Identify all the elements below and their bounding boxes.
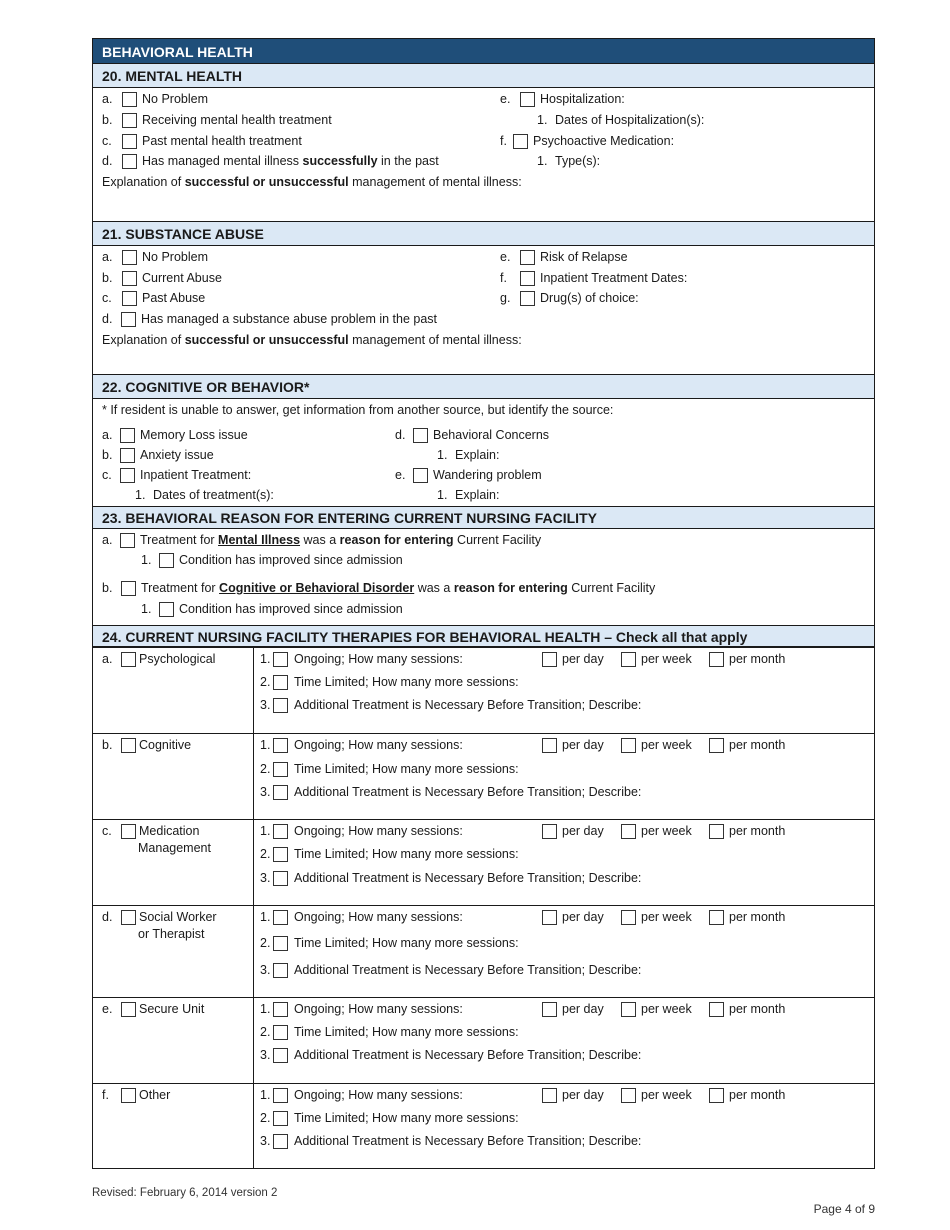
social-worker-checkbox[interactable] [121,910,136,925]
ongoing-option: 1. Ongoing; How many sessions: [260,1088,463,1102]
no-problem-checkbox[interactable] [122,92,137,107]
per-month-option: per month [709,908,785,926]
sa-option-a: a. No Problem [102,250,208,264]
sa-option-d: d. Has managed a substance abuse problem in the past [102,312,438,326]
therapy-type: f. Other [102,1088,171,1102]
sa-option-g: g. Drug(s) of choice: [500,291,639,305]
therapy-type: e. Secure Unit [102,1002,205,1016]
therapy-type: b. Cognitive [102,738,192,752]
per-week-option: per week [621,1000,692,1018]
inpatient-treatment-checkbox[interactable] [120,468,135,483]
per-month-checkbox[interactable] [709,824,724,839]
therapy-row-medication-management [93,820,874,906]
br-option-b: b. Treatment for Cognitive or Behavioral Disorder was a reason for entering Current Facility [102,581,656,595]
therapy-row-other [93,1084,874,1169]
per-month-option: per month [709,1086,785,1104]
per-month-checkbox[interactable] [709,1088,724,1103]
wandering-checkbox[interactable] [413,468,428,483]
per-month-option: per month [709,650,785,668]
mh-option-b: b. Receiving mental health treatment [102,113,332,127]
behavioral-reason-title: 23. BEHAVIORAL REASON FOR ENTERING CURRENT NURSING FACILITY [92,507,875,529]
additional-treatment-checkbox[interactable] [273,785,288,800]
behavioral-reason-body [92,529,875,626]
time-limited-option: 2. Time Limited; How many more sessions: [260,1111,519,1125]
mental-illness-reason-checkbox[interactable] [120,533,135,548]
ongoing-option: 1. Ongoing; How many sessions: [260,910,463,924]
mental-health-title: 20. MENTAL HEALTH [92,64,875,88]
substance-abuse-body [92,246,875,375]
per-day-checkbox[interactable] [542,652,557,667]
therapy-type: c. Medication [102,824,200,838]
time-limited-option: 2. Time Limited; How many more sessions: [260,675,519,689]
ongoing-option: 1. Ongoing; How many sessions: [260,738,463,752]
managed-mental-illness-checkbox[interactable] [122,154,137,169]
per-month-checkbox[interactable] [709,652,724,667]
therapy-type-line2: or Therapist [138,927,205,941]
per-day-checkbox[interactable] [542,824,557,839]
per-day-checkbox[interactable] [542,1002,557,1017]
current-abuse-checkbox[interactable] [122,271,137,286]
cb-note: * If resident is unable to answer, get information from another source, but identify the source: [102,403,614,417]
additional-treatment-option: 3. Additional Treatment is Necessary Before Transition; Describe: [260,785,642,799]
therapy-row-social-worker [93,906,874,998]
ongoing-checkbox[interactable] [273,738,288,753]
per-week-checkbox[interactable] [621,738,636,753]
mi-condition-improved-checkbox[interactable] [159,553,174,568]
sa-option-f: f. Inpatient Treatment Dates: [500,271,688,285]
therapy-type-line2: Management [138,841,211,855]
mh-option-c: c. Past mental health treatment [102,134,302,148]
cb-option-e1: 1. Explain: [437,488,500,502]
cb-option-d: d. Behavioral Concerns [395,428,550,442]
memory-loss-checkbox[interactable] [120,428,135,443]
additional-treatment-option: 3. Additional Treatment is Necessary Before Transition; Describe: [260,1048,642,1062]
therapy-options-cell [254,734,874,819]
time-limited-checkbox[interactable] [273,1111,288,1126]
other-checkbox[interactable] [121,1088,136,1103]
per-day-option: per day [542,1086,604,1104]
sa-no-problem-checkbox[interactable] [122,250,137,265]
receiving-treatment-checkbox[interactable] [122,113,137,128]
mh-explanation: Explanation of successful or unsuccessful management of mental illness: [102,175,522,189]
time-limited-option: 2. Time Limited; How many more sessions: [260,762,519,776]
per-week-option: per week [621,736,692,754]
cognitive-behavior-title: 22. COGNITIVE OR BEHAVIOR* [92,375,875,399]
cb-option-c: c. Inpatient Treatment: [102,468,252,482]
substance-abuse-title: 21. SUBSTANCE ABUSE [92,222,875,246]
managed-substance-checkbox[interactable] [121,312,136,327]
mental-health-body [92,88,875,222]
br-option-a: a. Treatment for Mental Illness was a reason for entering Current Facility [102,533,542,547]
per-month-option: per month [709,822,785,840]
additional-treatment-option: 3. Additional Treatment is Necessary Before Transition; Describe: [260,871,642,885]
per-month-option: per month [709,1000,785,1018]
ongoing-checkbox[interactable] [273,652,288,667]
therapy-row-cognitive [93,734,874,820]
cd-condition-improved-checkbox[interactable] [159,602,174,617]
cognitive-behavior-body [92,399,875,507]
therapy-type: a. Psychological [102,652,216,666]
per-week-checkbox[interactable] [621,1088,636,1103]
ongoing-checkbox[interactable] [273,1088,288,1103]
anxiety-checkbox[interactable] [120,448,135,463]
mh-option-e1: 1. Dates of Hospitalization(s): [537,113,705,127]
secure-unit-checkbox[interactable] [121,1002,136,1017]
therapy-options-cell [254,906,874,997]
per-day-checkbox[interactable] [542,910,557,925]
therapy-options-cell [254,648,874,733]
therapy-type-cell [93,906,254,997]
therapy-options-cell [254,820,874,905]
hospitalization-checkbox[interactable] [520,92,535,107]
cognitive-checkbox[interactable] [121,738,136,753]
cb-option-e: e. Wandering problem [395,468,542,482]
sa-option-e: e. Risk of Relapse [500,250,628,264]
mh-option-d: d. Has managed mental illness successfully in the past [102,154,439,168]
therapy-type-cell [93,734,254,819]
cb-option-d1: 1. Explain: [437,448,500,462]
therapy-type-cell [93,1084,254,1168]
therapy-type: d. Social Worker [102,910,217,924]
per-day-option: per day [542,650,604,668]
medication-management-checkbox[interactable] [121,824,136,839]
cb-option-b: b. Anxiety issue [102,448,214,462]
time-limited-checkbox[interactable] [273,847,288,862]
ongoing-checkbox[interactable] [273,1002,288,1017]
additional-treatment-checkbox[interactable] [273,1048,288,1063]
per-day-option: per day [542,822,604,840]
time-limited-checkbox[interactable] [273,762,288,777]
per-day-option: per day [542,908,604,926]
ongoing-checkbox[interactable] [273,910,288,925]
ongoing-option: 1. Ongoing; How many sessions: [260,652,463,666]
time-limited-checkbox[interactable] [273,936,288,951]
additional-treatment-checkbox[interactable] [273,963,288,978]
revision-note: Revised: February 6, 2014 version 2 [92,1187,278,1199]
per-month-checkbox[interactable] [709,910,724,925]
cb-option-a: a. Memory Loss issue [102,428,248,442]
sa-option-c: c. Past Abuse [102,291,206,305]
ongoing-option: 1. Ongoing; How many sessions: [260,1002,463,1016]
per-day-option: per day [542,1000,604,1018]
ongoing-checkbox[interactable] [273,824,288,839]
per-week-checkbox[interactable] [621,824,636,839]
br-option-a1: 1. Condition has improved since admission [141,553,403,567]
sa-option-b: b. Current Abuse [102,271,222,285]
per-week-checkbox[interactable] [621,910,636,925]
inpatient-dates-checkbox[interactable] [520,271,535,286]
time-limited-checkbox[interactable] [273,1025,288,1040]
past-abuse-checkbox[interactable] [122,291,137,306]
risk-of-relapse-checkbox[interactable] [520,250,535,265]
cognitive-disorder-reason-checkbox[interactable] [121,581,136,596]
per-month-option: per month [709,736,785,754]
mh-option-e: e. Hospitalization: [500,92,625,106]
therapy-options-cell [254,998,874,1083]
additional-treatment-checkbox[interactable] [273,871,288,886]
therapy-type-cell [93,998,254,1083]
per-day-option: per day [542,736,604,754]
therapy-row-psychological [93,648,874,734]
section-header: BEHAVIORAL HEALTH [92,38,875,64]
per-day-checkbox[interactable] [542,1088,557,1103]
per-week-option: per week [621,650,692,668]
drugs-of-choice-checkbox[interactable] [520,291,535,306]
time-limited-option: 2. Time Limited; How many more sessions: [260,936,519,950]
mh-option-a: a. No Problem [102,92,208,106]
per-week-option: per week [621,908,692,926]
behavioral-health-form [92,38,875,1169]
cb-option-c1: 1. Dates of treatment(s): [135,488,274,502]
per-week-option: per week [621,822,692,840]
per-month-checkbox[interactable] [709,1002,724,1017]
behavioral-concerns-checkbox[interactable] [413,428,428,443]
mh-option-f1: 1. Type(s): [537,154,601,168]
per-week-checkbox[interactable] [621,652,636,667]
therapies-table [92,648,875,1169]
per-month-checkbox[interactable] [709,738,724,753]
psychological-checkbox[interactable] [121,652,136,667]
additional-treatment-option: 3. Additional Treatment is Necessary Before Transition; Describe: [260,963,642,977]
time-limited-option: 2. Time Limited; How many more sessions: [260,1025,519,1039]
time-limited-option: 2. Time Limited; How many more sessions: [260,847,519,861]
time-limited-checkbox[interactable] [273,675,288,690]
past-treatment-checkbox[interactable] [122,134,137,149]
psychoactive-medication-checkbox[interactable] [513,134,528,149]
ongoing-option: 1. Ongoing; How many sessions: [260,824,463,838]
per-week-option: per week [621,1086,692,1104]
sa-explanation: Explanation of successful or unsuccessful management of mental illness: [102,333,522,347]
therapies-title: 24. CURRENT NURSING FACILITY THERAPIES FOR BEHAVIORAL HEALTH – Check all that apply [92,626,875,648]
additional-treatment-option: 3. Additional Treatment is Necessary Before Transition; Describe: [260,698,642,712]
therapy-row-secure-unit [93,998,874,1084]
mh-option-f: f. Psychoactive Medication: [500,134,675,148]
therapy-type-cell [93,820,254,905]
additional-treatment-checkbox[interactable] [273,698,288,713]
additional-treatment-option: 3. Additional Treatment is Necessary Before Transition; Describe: [260,1134,642,1148]
page-number: Page 4 of 9 [813,1202,875,1216]
additional-treatment-checkbox[interactable] [273,1134,288,1149]
br-option-b1: 1. Condition has improved since admission [141,602,403,616]
per-day-checkbox[interactable] [542,738,557,753]
per-week-checkbox[interactable] [621,1002,636,1017]
therapy-options-cell [254,1084,874,1168]
therapy-type-cell [93,648,254,733]
